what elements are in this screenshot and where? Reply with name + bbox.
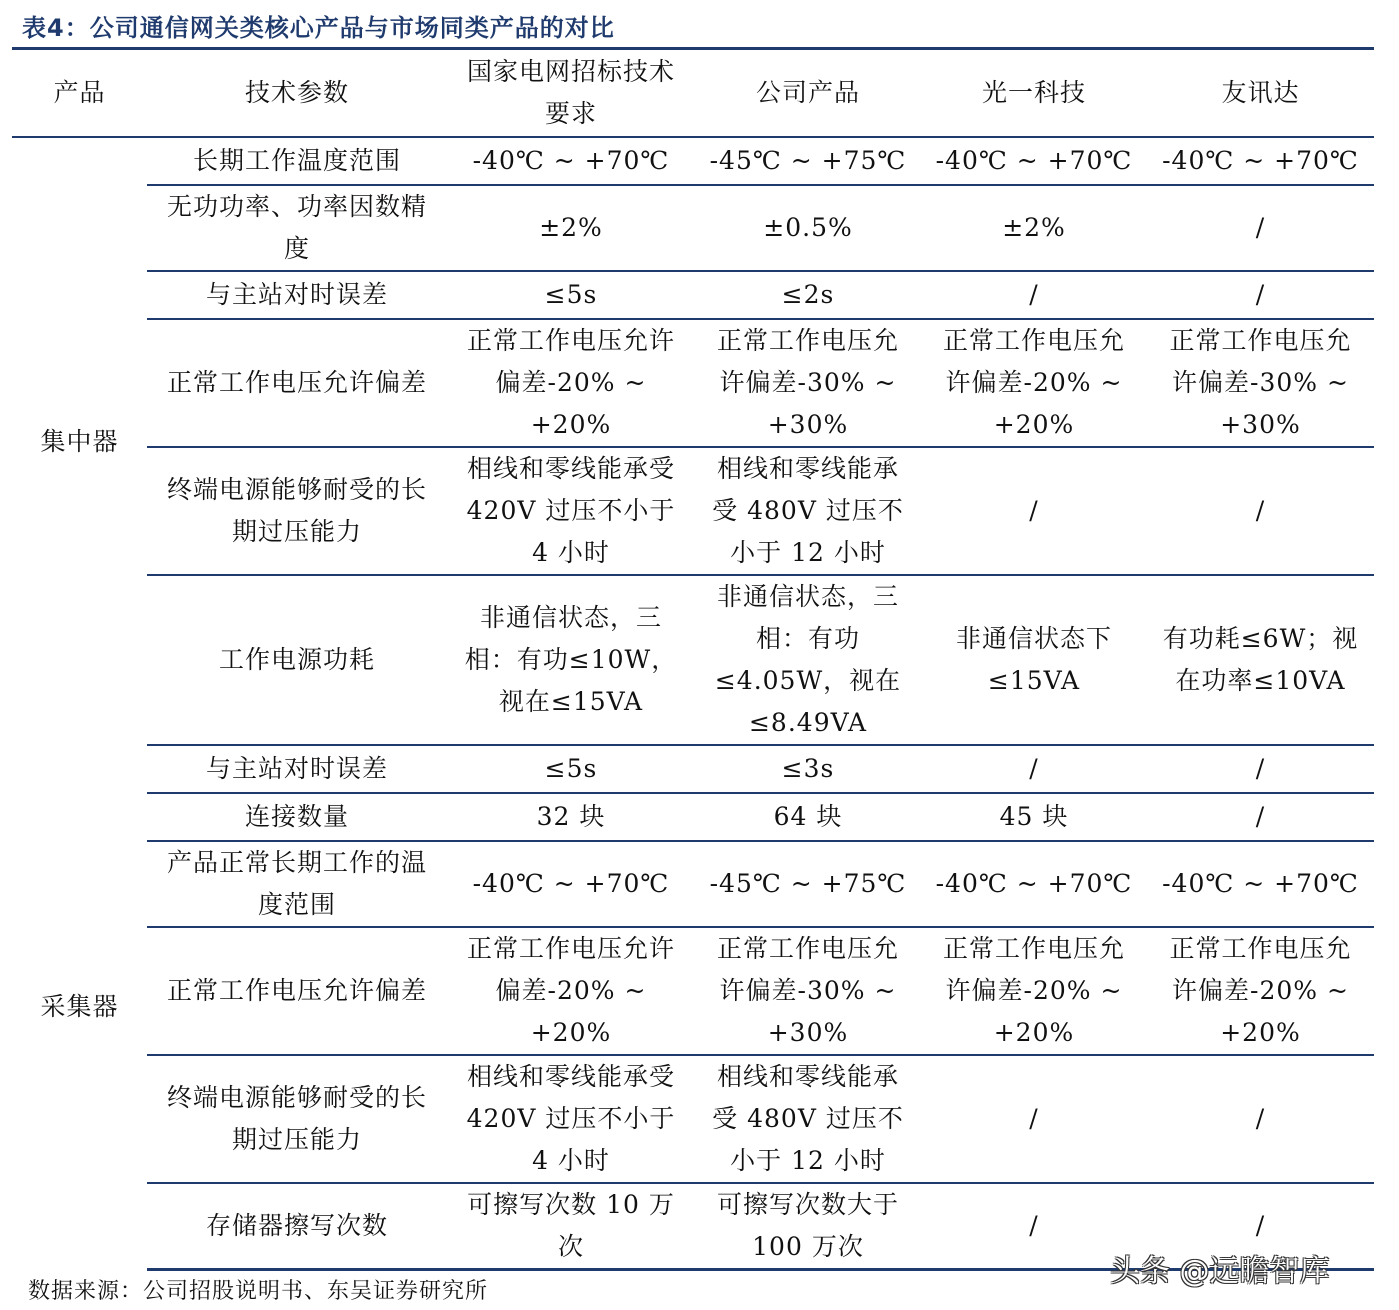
param-cell: 连接数量 (147, 793, 447, 841)
value-cell: 非通信状态，三相：有功≤4.05W，视在≤8.49VA (695, 575, 921, 745)
data-source: 数据来源：公司招股说明书、东吴证券研究所 (28, 1279, 489, 1304)
value-cell: 相线和零线能承受 480V 过压不小于 12 小时 (695, 1055, 921, 1183)
value-cell: 45 块 (921, 793, 1147, 841)
value-cell: / (921, 745, 1147, 793)
param-cell: 工作电源功耗 (147, 575, 447, 745)
param-cell: 无功功率、功率因数精度 (147, 185, 447, 271)
value-cell: 正常工作电压允许偏差-20% ~ +20% (447, 319, 695, 447)
value-cell: 相线和零线能承受 420V 过压不小于 4 小时 (447, 447, 695, 575)
value-cell: 非通信状态，三相：有功≤10W，视在≤15VA (447, 575, 695, 745)
value-cell: / (1147, 1055, 1374, 1183)
param-cell: 与主站对时误差 (147, 745, 447, 793)
value-cell: -40℃ ~ +70℃ (447, 137, 695, 185)
table-row (12, 793, 1374, 841)
value-cell: -40℃ ~ +70℃ (921, 137, 1147, 185)
header-row (12, 50, 1374, 137)
value-cell: / (921, 271, 1147, 319)
table-row (12, 271, 1374, 319)
value-cell: / (1147, 271, 1374, 319)
table-row (12, 927, 1374, 1055)
value-cell: / (1147, 447, 1374, 575)
value-cell: / (1147, 185, 1374, 271)
header-state-grid: 国家电网招标技术要求 (447, 50, 695, 137)
value-cell: / (921, 1055, 1147, 1183)
value-cell: 有功耗≤6W；视在功率≤10VA (1147, 575, 1374, 745)
param-cell: 产品正常长期工作的温度范围 (147, 841, 447, 927)
value-cell: 可擦写次数 10 万次 (447, 1183, 695, 1270)
value-cell: 正常工作电压允许偏差-20% ~ +20% (447, 927, 695, 1055)
value-cell: 正常工作电压允许偏差-20% ~ +20% (921, 927, 1147, 1055)
param-cell: 存储器擦写次数 (147, 1183, 447, 1270)
table-row (12, 185, 1374, 271)
value-cell: 正常工作电压允许偏差-30% ~ +30% (1147, 319, 1374, 447)
value-cell: -40℃ ~ +70℃ (447, 841, 695, 927)
value-cell: -45℃ ~ +75℃ (695, 137, 921, 185)
group-label: 采集器 (40, 992, 119, 1022)
value-cell: 相线和零线能承受 480V 过压不小于 12 小时 (695, 447, 921, 575)
value-cell: -40℃ ~ +70℃ (1147, 841, 1374, 927)
value-cell: 正常工作电压允许偏差-20% ~ +20% (1147, 927, 1374, 1055)
table-row (12, 841, 1374, 927)
param-cell: 正常工作电压允许偏差 (147, 927, 447, 1055)
value-cell: -45℃ ~ +75℃ (695, 841, 921, 927)
value-cell: 32 块 (447, 793, 695, 841)
table-caption: 表4：公司通信网关类核心产品与市场同类产品的对比 (22, 14, 615, 42)
value-cell: ≤2s (695, 271, 921, 319)
table-row (12, 1055, 1374, 1183)
param-cell: 终端电源能够耐受的长期过压能力 (147, 1055, 447, 1183)
table-body (12, 137, 1374, 1270)
value-cell: / (921, 1183, 1147, 1270)
value-cell: / (1147, 1183, 1374, 1270)
header-guangyi: 光一科技 (921, 50, 1147, 137)
header-youxunda: 友讯达 (1147, 50, 1374, 137)
table-row (12, 319, 1374, 447)
param-cell: 与主站对时误差 (147, 271, 447, 319)
value-cell: 非通信状态下≤15VA (921, 575, 1147, 745)
header-company: 公司产品 (695, 50, 921, 137)
value-cell: 正常工作电压允许偏差-30% ~ +30% (695, 319, 921, 447)
value-cell: ≤5s (447, 745, 695, 793)
value-cell: 正常工作电压允许偏差-20% ~ +20% (921, 319, 1147, 447)
value-cell: ≤3s (695, 745, 921, 793)
value-cell: / (1147, 745, 1374, 793)
header-tech-params: 技术参数 (147, 50, 447, 137)
value-cell: 可擦写次数大于 100 万次 (695, 1183, 921, 1270)
value-cell: ±2% (447, 185, 695, 271)
header-product: 产品 (12, 50, 147, 137)
value-cell: 正常工作电压允许偏差-30% ~ +30% (695, 927, 921, 1055)
comparison-table (12, 50, 1374, 1271)
param-cell: 长期工作温度范围 (147, 137, 447, 185)
value-cell: -40℃ ~ +70℃ (921, 841, 1147, 927)
watermark: 头条 @远瞻智库 (1110, 1254, 1330, 1289)
value-cell: ±0.5% (695, 185, 921, 271)
param-cell: 正常工作电压允许偏差 (147, 319, 447, 447)
value-cell: -40℃ ~ +70℃ (1147, 137, 1374, 185)
value-cell: 相线和零线能承受 420V 过压不小于 4 小时 (447, 1055, 695, 1183)
value-cell: ±2% (921, 185, 1147, 271)
table-row (12, 575, 1374, 745)
value-cell: 64 块 (695, 793, 921, 841)
group-label: 集中器 (40, 426, 119, 456)
param-cell: 终端电源能够耐受的长期过压能力 (147, 447, 447, 575)
value-cell: ≤5s (447, 271, 695, 319)
table-row (12, 137, 1374, 185)
table-row (12, 447, 1374, 575)
value-cell: / (1147, 793, 1374, 841)
value-cell: / (921, 447, 1147, 575)
table-row (12, 745, 1374, 793)
